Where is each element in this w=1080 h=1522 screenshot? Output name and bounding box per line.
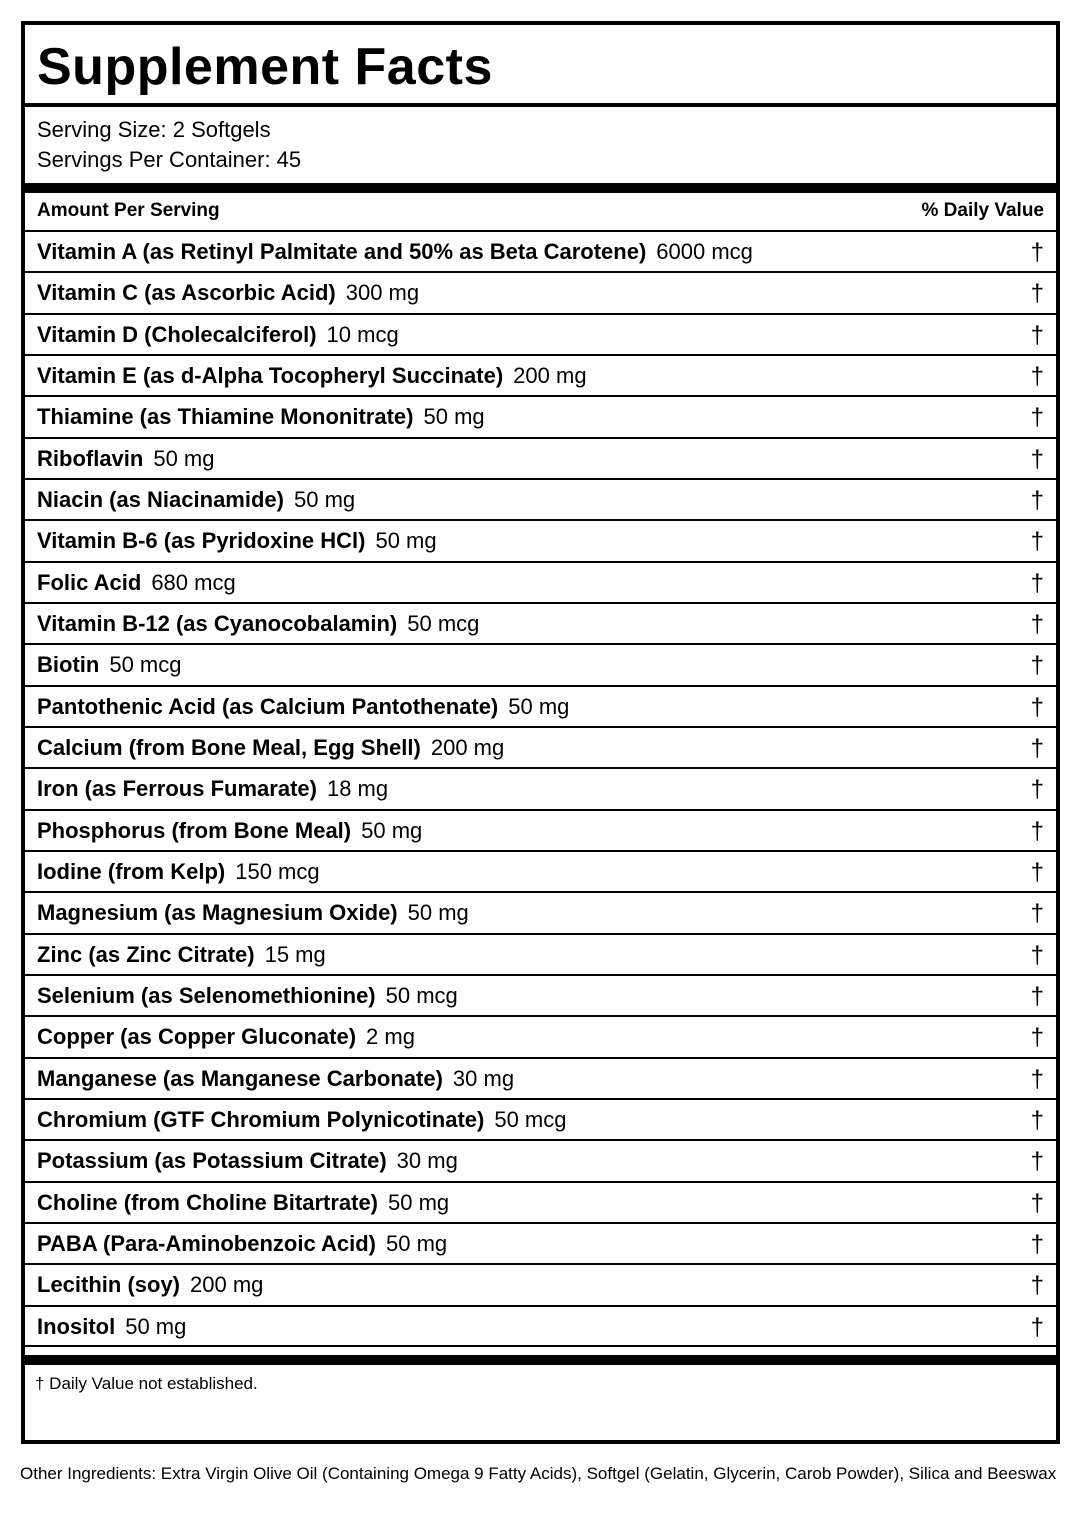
nutrient-row xyxy=(25,395,1056,436)
nutrient-name: Biotin xyxy=(37,652,100,678)
nutrient-text xyxy=(37,982,458,1010)
nutrient-row xyxy=(25,1139,1056,1180)
nutrient-row xyxy=(25,1305,1056,1346)
nutrient-text xyxy=(37,445,215,473)
nutrient-row xyxy=(25,1015,1056,1056)
nutrient-name: Iron (as Ferrous Fumarate) xyxy=(37,776,317,802)
footnote: † Daily Value not established. xyxy=(35,1374,258,1393)
dagger-mark: † xyxy=(1030,858,1044,886)
nutrient-amount: 50 mg xyxy=(386,1230,448,1256)
nutrient-amount: 50 mg xyxy=(293,486,356,512)
nutrient-name: Manganese (as Manganese Carbonate) xyxy=(37,1065,443,1091)
nutrient-text xyxy=(37,1065,514,1093)
daily-value-header: % Daily Value xyxy=(921,200,1044,221)
nutrient-name: Selenium (as Selenomethionine) xyxy=(37,982,376,1008)
nutrient-text xyxy=(37,734,504,762)
nutrient-text xyxy=(37,899,469,927)
nutrient-name: Thiamine (as Thiamine Mononitrate) xyxy=(37,404,414,430)
nutrient-name: Vitamin C (as Ascorbic Acid) xyxy=(37,280,336,306)
dagger-mark: † xyxy=(1030,528,1044,556)
dagger-mark: † xyxy=(1030,900,1044,928)
nutrient-name: Pantothenic Acid (as Calcium Pantothenate) xyxy=(37,693,499,719)
servings-per-container: Servings Per Container: 45 xyxy=(37,147,302,172)
nutrient-row xyxy=(25,1057,1056,1098)
nutrient-text xyxy=(37,1106,567,1134)
nutrient-name: Vitamin A (as Retinyl Palmitate and 50% as Beta Carotene) xyxy=(37,239,647,264)
nutrient-row xyxy=(25,230,1056,271)
dagger-mark: † xyxy=(1030,1024,1044,1052)
nutrient-row xyxy=(25,726,1056,767)
nutrient-name: Folic Acid xyxy=(37,569,142,595)
dagger-mark: † xyxy=(1030,239,1044,266)
dagger-mark: † xyxy=(1030,1272,1044,1300)
nutrient-text xyxy=(37,569,236,597)
dagger-mark: † xyxy=(1030,982,1044,1010)
thick-divider-top xyxy=(25,183,1056,193)
nutrient-row xyxy=(25,478,1056,519)
nutrient-amount: 200 mg xyxy=(430,734,505,760)
dagger-mark: † xyxy=(1030,1065,1044,1093)
supplement-facts-panel xyxy=(21,21,1060,1444)
nutrient-row xyxy=(25,767,1056,808)
nutrient-name: Copper (as Copper Gluconate) xyxy=(37,1024,357,1050)
dagger-mark: † xyxy=(1030,693,1044,721)
nutrient-text xyxy=(37,1023,415,1051)
nutrient-row xyxy=(25,354,1056,395)
nutrient-row xyxy=(25,891,1056,932)
nutrient-amount: 6000 mcg xyxy=(656,239,753,264)
dagger-mark: † xyxy=(1030,445,1044,473)
nutrient-amount: 200 mg xyxy=(513,362,587,388)
nutrient-name: PABA (Para-Aminobenzoic Acid) xyxy=(37,1230,376,1256)
nutrient-row xyxy=(25,561,1056,602)
nutrient-name: Vitamin B-12 (as Cyanocobalamin) xyxy=(37,610,398,636)
nutrient-text xyxy=(37,1313,186,1341)
nutrient-amount: 50 mg xyxy=(125,1313,187,1339)
nutrient-amount: 50 mg xyxy=(423,404,485,430)
panel-title: Supplement Facts xyxy=(37,38,493,96)
nutrient-amount: 200 mg xyxy=(190,1272,264,1298)
title-divider xyxy=(25,103,1056,107)
dagger-mark: † xyxy=(1030,280,1044,308)
nutrient-amount: 50 mg xyxy=(407,900,469,926)
nutrient-text xyxy=(37,775,388,803)
dagger-mark: † xyxy=(1030,941,1044,969)
nutrient-row xyxy=(25,1098,1056,1139)
nutrient-amount: 30 mg xyxy=(396,1148,458,1174)
nutrient-name: Choline (from Choline Bitartrate) xyxy=(37,1189,379,1215)
nutrient-text xyxy=(37,321,399,349)
nutrient-row xyxy=(25,1181,1056,1222)
dagger-mark: † xyxy=(1030,1189,1044,1217)
dagger-mark: † xyxy=(1030,734,1044,762)
nutrient-text xyxy=(37,651,181,679)
dagger-mark: † xyxy=(1030,486,1044,514)
nutrient-text xyxy=(37,403,485,431)
nutrient-name: Phosphorus (from Bone Meal) xyxy=(37,817,352,843)
nutrient-amount: 50 mcg xyxy=(494,1106,567,1132)
nutrient-name: Vitamin D (Cholecalciferol) xyxy=(37,321,317,347)
nutrient-row xyxy=(25,974,1056,1015)
nutrient-amount: 15 mg xyxy=(264,941,326,967)
nutrient-text xyxy=(37,486,355,514)
nutrient-amount: 10 mcg xyxy=(326,321,399,347)
nutrient-row xyxy=(25,685,1056,726)
nutrient-text xyxy=(37,858,320,886)
serving-size: Serving Size: 2 Softgels xyxy=(37,117,271,142)
nutrient-text xyxy=(37,362,587,390)
nutrient-text xyxy=(37,817,422,845)
nutrient-name: Inositol xyxy=(37,1313,116,1339)
nutrient-amount: 50 mcg xyxy=(109,652,182,678)
dagger-mark: † xyxy=(1030,569,1044,597)
nutrient-row xyxy=(25,313,1056,354)
amount-per-serving-header: Amount Per Serving xyxy=(37,200,220,221)
nutrient-amount: 50 mg xyxy=(508,693,570,719)
nutrient-row xyxy=(25,271,1056,312)
nutrient-text xyxy=(37,610,479,638)
nutrient-text xyxy=(37,527,437,555)
nutrient-row xyxy=(25,1222,1056,1263)
thick-divider-bottom xyxy=(25,1355,1056,1365)
nutrient-amount: 50 mg xyxy=(388,1189,450,1215)
nutrient-row xyxy=(25,1263,1056,1304)
nutrient-name: Iodine (from Kelp) xyxy=(37,858,226,884)
nutrient-text xyxy=(37,941,326,969)
bottom-divider xyxy=(25,1345,1056,1347)
nutrient-row xyxy=(25,643,1056,684)
dagger-mark: † xyxy=(1030,652,1044,680)
nutrient-amount: 50 mcg xyxy=(385,982,458,1008)
nutrient-amount: 50 mg xyxy=(153,445,215,471)
nutrient-text xyxy=(37,238,753,266)
dagger-mark: † xyxy=(1030,776,1044,804)
nutrient-name: Chromium (GTF Chromium Polynicotinate) xyxy=(37,1106,485,1132)
nutrient-text xyxy=(37,1271,263,1299)
nutrient-amount: 18 mg xyxy=(326,776,389,802)
nutrient-amount: 50 mcg xyxy=(407,610,480,636)
nutrient-text xyxy=(37,1189,449,1217)
nutrient-name: Niacin (as Niacinamide) xyxy=(37,486,284,512)
dagger-mark: † xyxy=(1030,362,1044,390)
nutrient-row xyxy=(25,933,1056,974)
nutrient-row xyxy=(25,519,1056,560)
nutrient-row xyxy=(25,850,1056,891)
nutrient-name: Magnesium (as Magnesium Oxide) xyxy=(37,900,398,926)
nutrient-name: Riboflavin xyxy=(37,445,144,471)
nutrient-text xyxy=(37,279,419,307)
nutrient-list xyxy=(25,230,1056,1346)
dagger-mark: † xyxy=(1030,1148,1044,1176)
nutrient-amount: 680 mcg xyxy=(151,569,236,595)
nutrient-text xyxy=(37,1230,447,1258)
nutrient-amount: 50 mg xyxy=(361,817,423,843)
nutrient-amount: 30 mg xyxy=(452,1065,515,1091)
nutrient-amount: 300 mg xyxy=(345,280,420,306)
dagger-mark: † xyxy=(1030,1106,1044,1134)
dagger-mark: † xyxy=(1030,1313,1044,1341)
dagger-mark: † xyxy=(1030,610,1044,638)
nutrient-text xyxy=(37,1147,458,1175)
nutrient-name: Vitamin E (as d-Alpha Tocopheryl Succinate) xyxy=(37,362,504,388)
other-ingredients: Other Ingredients: Extra Virgin Olive Oil (Containing Omega 9 Fatty Acids), Softgel (Gelatin, Glycerin, Carob Powder), Silica and Beeswax xyxy=(20,1464,1057,1483)
nutrient-amount: 50 mg xyxy=(375,528,437,554)
dagger-mark: † xyxy=(1030,1230,1044,1258)
nutrient-name: Vitamin B-6 (as Pyridoxine HCl) xyxy=(37,528,366,554)
nutrient-row xyxy=(25,809,1056,850)
nutrient-name: Zinc (as Zinc Citrate) xyxy=(37,941,255,967)
dagger-mark: † xyxy=(1030,404,1044,432)
nutrient-name: Calcium (from Bone Meal, Egg Shell) xyxy=(37,734,421,760)
nutrient-row xyxy=(25,602,1056,643)
dagger-mark: † xyxy=(1030,321,1044,349)
nutrient-name: Potassium (as Potassium Citrate) xyxy=(37,1148,387,1174)
nutrient-amount: 150 mcg xyxy=(235,858,320,884)
nutrient-row xyxy=(25,437,1056,478)
nutrient-text xyxy=(37,693,569,721)
nutrient-name: Lecithin (soy) xyxy=(37,1272,181,1298)
nutrient-amount: 2 mg xyxy=(366,1024,415,1050)
dagger-mark: † xyxy=(1030,817,1044,845)
